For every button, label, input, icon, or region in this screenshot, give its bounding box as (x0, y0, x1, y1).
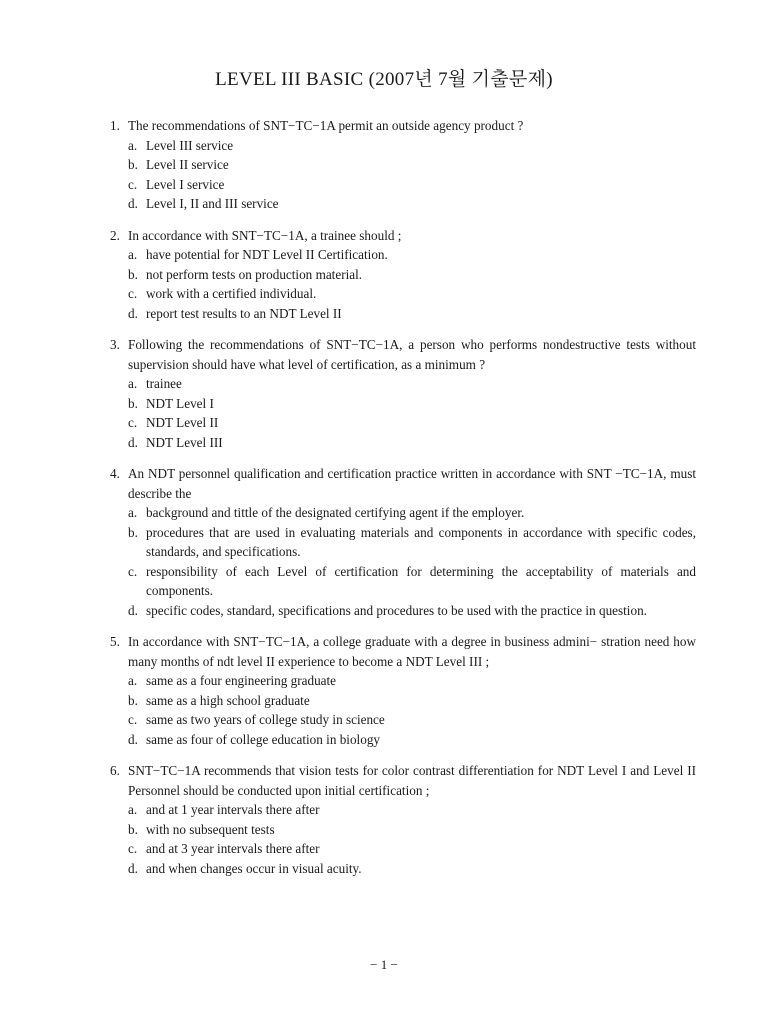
option-text: with no subsequent tests (146, 821, 275, 837)
option-letter: d. (128, 305, 138, 321)
option-a (128, 800, 696, 820)
option-letter: c. (128, 712, 138, 727)
option-text: Level II service (146, 157, 229, 172)
option-d (128, 730, 696, 750)
option-text: same as a high school graduate (146, 692, 310, 708)
option-text: and at 3 year intervals there after (146, 841, 320, 856)
question-text: SNT−TC−1A recommends that vision tests for color contrast differentiation for NDT Level I and Level II Personnel should be conducted upon initial certification ; (128, 763, 696, 798)
option-a (128, 136, 696, 156)
question-number: 2. (110, 227, 120, 243)
option-text: work with a certified individual. (146, 286, 317, 301)
option-letter: a. (128, 247, 138, 262)
option-letter: b. (128, 395, 138, 411)
option-text: report test results to an NDT Level II (146, 305, 342, 321)
option-letter: d. (128, 434, 138, 450)
option-text: and when changes occur in visual acuity. (146, 860, 362, 876)
option-text: Level I, II and III service (146, 196, 279, 211)
option-c (128, 175, 696, 195)
option-letter: a. (128, 505, 138, 520)
question-text: The recommendations of SNT−TC−1A permit an outside agency product ? (128, 118, 524, 133)
option-d (128, 859, 696, 879)
option-d (128, 433, 696, 453)
option-letter: d. (128, 196, 138, 211)
question-stem (110, 632, 696, 671)
option-text: trainee (146, 376, 182, 391)
option-list (128, 136, 696, 214)
question-number: 3. (110, 337, 120, 352)
option-letter: c. (128, 415, 138, 430)
option-letter: c. (128, 176, 138, 192)
option-letter: d. (128, 860, 138, 876)
question-number: 6. (110, 763, 120, 778)
question-text: In accordance with SNT−TC−1A, a trainee should ; (128, 227, 402, 243)
option-letter: c. (128, 563, 138, 579)
option-text: NDT Level III (146, 434, 223, 450)
option-letter: c. (128, 841, 138, 856)
question-number: 4. (110, 466, 120, 481)
option-a (128, 374, 696, 394)
option-c (128, 562, 696, 601)
option-letter: a. (128, 137, 138, 153)
option-d (128, 194, 696, 214)
question-text: Following the recommendations of SNT−TC−1A, a person who performs nondestructive tests without supervision should have what level of certification, as a minimum ? (128, 337, 696, 372)
option-list (128, 374, 696, 452)
option-text: and at 1 year intervals there after (146, 802, 320, 817)
option-c (128, 413, 696, 433)
option-text: same as four of college education in biology (146, 731, 381, 747)
question-text: In accordance with SNT−TC−1A, a college graduate with a degree in business admini− stration need how many months of ndt level II experience to become a NDT Level III ; (128, 634, 696, 669)
option-c (128, 710, 696, 730)
question-3 (110, 335, 696, 452)
question-1 (110, 116, 696, 214)
option-b (128, 265, 696, 285)
question-stem (110, 761, 696, 800)
option-letter: a. (128, 376, 138, 391)
option-b (128, 155, 696, 175)
question-number: 1. (110, 118, 120, 133)
option-b (128, 820, 696, 840)
option-letter: b. (128, 821, 138, 837)
question-list (110, 116, 696, 890)
question-5 (110, 632, 696, 749)
option-c (128, 839, 696, 859)
option-text: have potential for NDT Level II Certification. (146, 247, 388, 262)
option-text: responsibility of each Level of certification for determining the acceptability of materials and components. (146, 563, 696, 598)
option-list (128, 503, 696, 620)
option-a (128, 245, 696, 265)
question-stem (110, 226, 696, 246)
option-letter: a. (128, 802, 138, 817)
question-stem (110, 335, 696, 374)
question-stem (110, 116, 696, 136)
option-letter: b. (128, 692, 138, 708)
option-text: not perform tests on production material. (146, 266, 363, 282)
option-text: Level I service (146, 176, 225, 192)
option-text: Level III service (146, 137, 234, 153)
question-stem (110, 464, 696, 503)
option-letter: b. (128, 157, 138, 172)
option-letter: c. (128, 286, 138, 301)
option-text: same as two years of college study in science (146, 712, 385, 727)
option-letter: d. (128, 731, 138, 747)
question-4 (110, 464, 696, 620)
page-title: LEVEL III BASIC (2007년 7월 기출문제) (215, 69, 553, 90)
option-d (128, 601, 696, 621)
option-text: NDT Level II (146, 415, 219, 430)
option-a (128, 671, 696, 691)
option-a (128, 503, 696, 523)
page-number: − 1 − (370, 957, 398, 972)
option-letter: d. (128, 602, 138, 618)
question-2 (110, 226, 696, 324)
option-text: procedures that are used in evaluating materials and components in accordance with specific codes, standards, and specifications. (146, 524, 696, 559)
option-letter: b. (128, 524, 138, 540)
question-number: 5. (110, 634, 120, 649)
option-letter: a. (128, 673, 138, 688)
option-text: same as a four engineering graduate (146, 673, 337, 688)
option-list (128, 245, 696, 323)
option-c (128, 284, 696, 304)
option-text: specific codes, standard, specifications and procedures to be used with the practice in question. (146, 602, 647, 618)
option-text: NDT Level I (146, 395, 214, 411)
option-list (128, 671, 696, 749)
option-b (128, 394, 696, 414)
option-text: background and tittle of the designated certifying agent if the employer. (146, 505, 525, 520)
option-b (128, 691, 696, 711)
option-list (128, 800, 696, 878)
question-text: An NDT personnel qualification and certification practice written in accordance with SNT −TC−1A, must describe the (128, 466, 696, 501)
option-d (128, 304, 696, 324)
option-letter: b. (128, 266, 138, 282)
question-6 (110, 761, 696, 878)
option-b (128, 523, 696, 562)
